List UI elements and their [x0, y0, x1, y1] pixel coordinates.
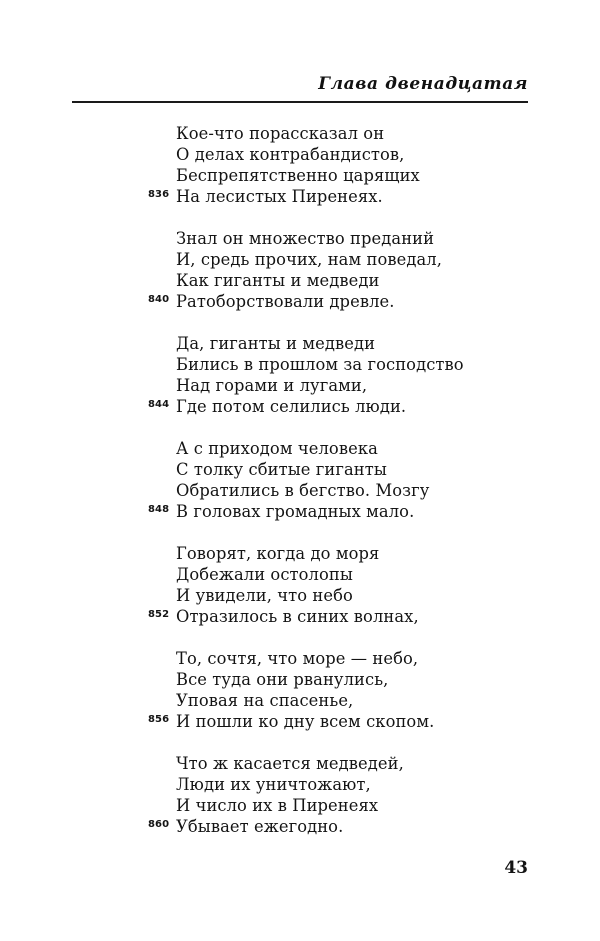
header-divider [72, 101, 528, 103]
stanza [148, 648, 536, 732]
verse-line-text: В головах громадных мало. [176, 502, 415, 521]
verse-line [176, 459, 536, 480]
verse-line [176, 669, 536, 690]
verse-line [176, 165, 536, 186]
poem-body [148, 123, 536, 858]
verse-line-text: Говорят, когда до моря [176, 544, 380, 563]
stanza [148, 543, 536, 627]
stanza [148, 438, 536, 522]
verse-line-text: Беспрепятственно царящих [176, 166, 420, 185]
verse-line [176, 480, 536, 501]
verse-line-text: И, средь прочих, нам поведал, [176, 250, 443, 269]
chapter-title: Глава двенадцатая [318, 74, 528, 94]
verse-line-text: Кое-что порассказал он [176, 124, 385, 143]
verse-line-text: Люди их уничтожают, [176, 775, 371, 794]
verse-line-text: Ратоборствовали древле. [176, 292, 395, 311]
verse-line [148, 291, 536, 312]
verse-line-text: Да, гиганты и медведи [176, 334, 376, 353]
verse-line-text: Что ж касается медведей, [176, 754, 404, 773]
verse-line-text: Где потом селились люди. [176, 397, 407, 416]
verse-line [176, 795, 536, 816]
verse-line-text: Как гиганты и медведи [176, 271, 380, 290]
verse-line [176, 249, 536, 270]
verse-line-text: Все туда они рванулись, [176, 670, 389, 689]
verse-line-text: Знал он множество преданий [176, 229, 435, 248]
verse-line [148, 606, 536, 627]
stanza [148, 333, 536, 417]
verse-line [148, 816, 536, 837]
verse-line-text: И пошли ко дну всем скопом. [176, 712, 435, 731]
page-number: 43 [504, 858, 528, 878]
verse-line [176, 543, 536, 564]
verse-line-text: А с приходом человека [176, 439, 378, 458]
verse-line-text: Обратились в бегство. Мозгу [176, 481, 430, 500]
line-number: 840 [148, 294, 170, 305]
verse-line [176, 333, 536, 354]
verse-line-text: Добежали остолопы [176, 565, 353, 584]
verse-line [176, 648, 536, 669]
stanza [148, 753, 536, 837]
verse-line-text: Убывает ежегодно. [176, 817, 344, 836]
line-number: 844 [148, 399, 170, 410]
verse-line-text: Уповая на спасенье, [176, 691, 354, 710]
verse-line-text: И увидели, что небо [176, 586, 353, 605]
verse-line [176, 270, 536, 291]
verse-line-text: И число их в Пиренеях [176, 796, 379, 815]
verse-line [148, 186, 536, 207]
verse-line [176, 774, 536, 795]
line-number: 856 [148, 714, 170, 725]
verse-line [148, 396, 536, 417]
verse-line [176, 753, 536, 774]
stanza [148, 228, 536, 312]
verse-line [148, 501, 536, 522]
verse-line-text: О делах контрабандистов, [176, 145, 405, 164]
verse-line-text: С толку сбитые гиганты [176, 460, 387, 479]
verse-line [176, 585, 536, 606]
stanza [148, 123, 536, 207]
line-number: 852 [148, 609, 170, 620]
verse-line-text: Над горами и лугами, [176, 376, 368, 395]
verse-line-text: То, сочтя, что море — небо, [176, 649, 419, 668]
verse-line [176, 123, 536, 144]
verse-line [176, 228, 536, 249]
verse-line [176, 375, 536, 396]
line-number: 860 [148, 819, 170, 830]
verse-line [176, 354, 536, 375]
verse-line [176, 438, 536, 459]
verse-line [148, 711, 536, 732]
verse-line [176, 690, 536, 711]
verse-line-text: Отразилось в синих волнах, [176, 607, 419, 626]
verse-line [176, 144, 536, 165]
line-number: 848 [148, 504, 170, 515]
verse-line-text: Бились в прошлом за господство [176, 355, 464, 374]
verse-line [176, 564, 536, 585]
verse-line-text: На лесистых Пиренеях. [176, 187, 383, 206]
line-number: 836 [148, 189, 170, 200]
